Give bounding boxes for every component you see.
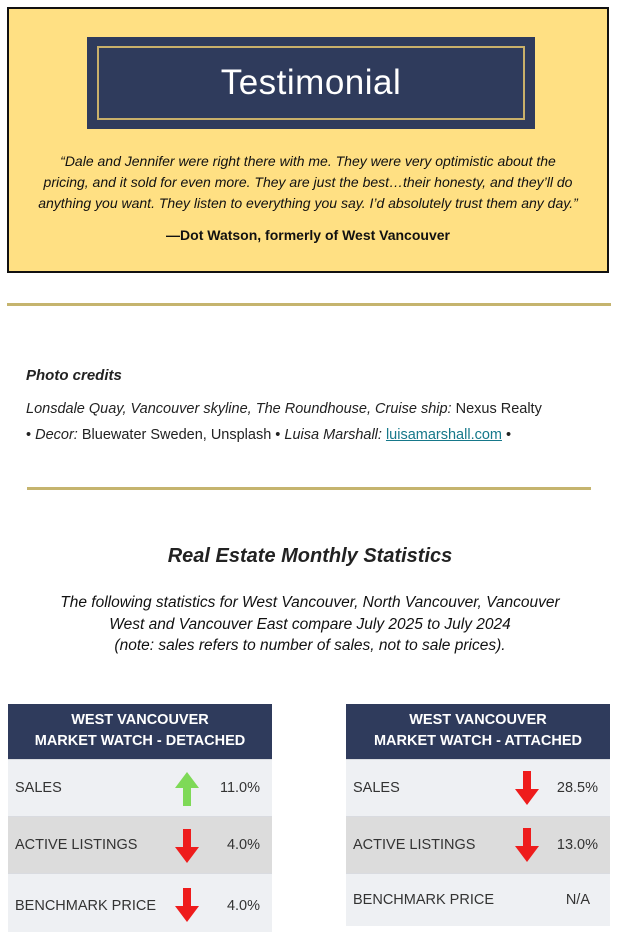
- divider-rule: [7, 303, 611, 306]
- table-row: [8, 873, 272, 932]
- row-value: 28.5%: [556, 780, 598, 796]
- market-watch-detached-table: [8, 704, 272, 932]
- header-line: MARKET WATCH - ATTACHED: [373, 733, 583, 749]
- arrow-down-icon: [175, 888, 199, 922]
- header-line: WEST VANCOUVER: [409, 712, 547, 728]
- table-row: [346, 759, 610, 816]
- row-label: SALES: [15, 780, 62, 796]
- divider-rule: [27, 487, 591, 490]
- table-row: [346, 816, 610, 873]
- quote-line: pricing, and it sold for even more. They are just the best…their honesty, and they’ll do: [43, 174, 573, 190]
- row-value: 13.0%: [556, 837, 598, 853]
- description-line: (note: sales refers to number of sales, not to sale prices).: [114, 637, 506, 654]
- credits-text: Bluewater Sweden, Unsplash •: [77, 427, 285, 443]
- row-value: 4.0%: [226, 898, 260, 914]
- credits-italic-text: Lonsdale Quay, Vancouver skyline, The Roundhouse, Cruise ship:: [26, 401, 452, 417]
- table-header: [8, 704, 272, 759]
- row-label: BENCHMARK PRICE: [15, 898, 156, 914]
- description-line: West and Vancouver East compare July 2025 to July 2024: [109, 615, 511, 633]
- photo-credits-line: [26, 401, 542, 417]
- testimonial-box: [7, 7, 609, 273]
- arrow-down-icon: [515, 771, 539, 805]
- arrow-down-icon: [175, 829, 199, 863]
- header-line: WEST VANCOUVER: [71, 712, 209, 728]
- quote-line: “Dale and Jennifer were right there with me. They were very optimistic about the: [60, 153, 556, 169]
- description-line: The following statistics for West Vancouver, North Vancouver, Vancouver: [60, 594, 560, 611]
- row-value: 4.0%: [226, 837, 260, 853]
- row-label: SALES: [353, 780, 400, 796]
- table-row: [8, 759, 272, 816]
- header-line: MARKET WATCH - DETACHED: [34, 733, 246, 749]
- table-row: [8, 816, 272, 873]
- bullet: •: [502, 427, 512, 443]
- row-value: N/A: [565, 892, 590, 908]
- row-label: BENCHMARK PRICE: [353, 892, 494, 908]
- quote-line: anything you want. They listen to everything you say. I’d absolutely trust them any day.”: [38, 195, 578, 211]
- arrow-down-icon: [515, 828, 539, 862]
- credits-text: Nexus Realty: [451, 401, 542, 417]
- credits-italic-text: Luisa Marshall:: [284, 427, 382, 443]
- credits-italic-text: Decor:: [35, 427, 78, 443]
- row-label: ACTIVE LISTINGS: [353, 837, 476, 853]
- table-row: [346, 873, 610, 926]
- testimonial-title: Testimonial: [97, 46, 525, 120]
- statistics-description: [0, 592, 620, 657]
- photo-credits-line: [26, 427, 511, 443]
- bullet: •: [26, 427, 36, 443]
- photo-credits-title: Photo credits: [26, 367, 122, 384]
- testimonial-banner: [87, 37, 535, 129]
- row-label: ACTIVE LISTINGS: [15, 837, 138, 853]
- arrow-up-icon: [175, 772, 199, 806]
- luisamarshall-link[interactable]: luisamarshall.com: [385, 427, 502, 443]
- testimonial-attribution: —Dot Watson, formerly of West Vancouver: [166, 227, 450, 243]
- statistics-title: Real Estate Monthly Statistics: [167, 545, 453, 567]
- table-header: [346, 704, 610, 759]
- row-value: 11.0%: [219, 780, 260, 796]
- testimonial-quote: [23, 151, 593, 214]
- market-watch-attached-table: [346, 704, 610, 926]
